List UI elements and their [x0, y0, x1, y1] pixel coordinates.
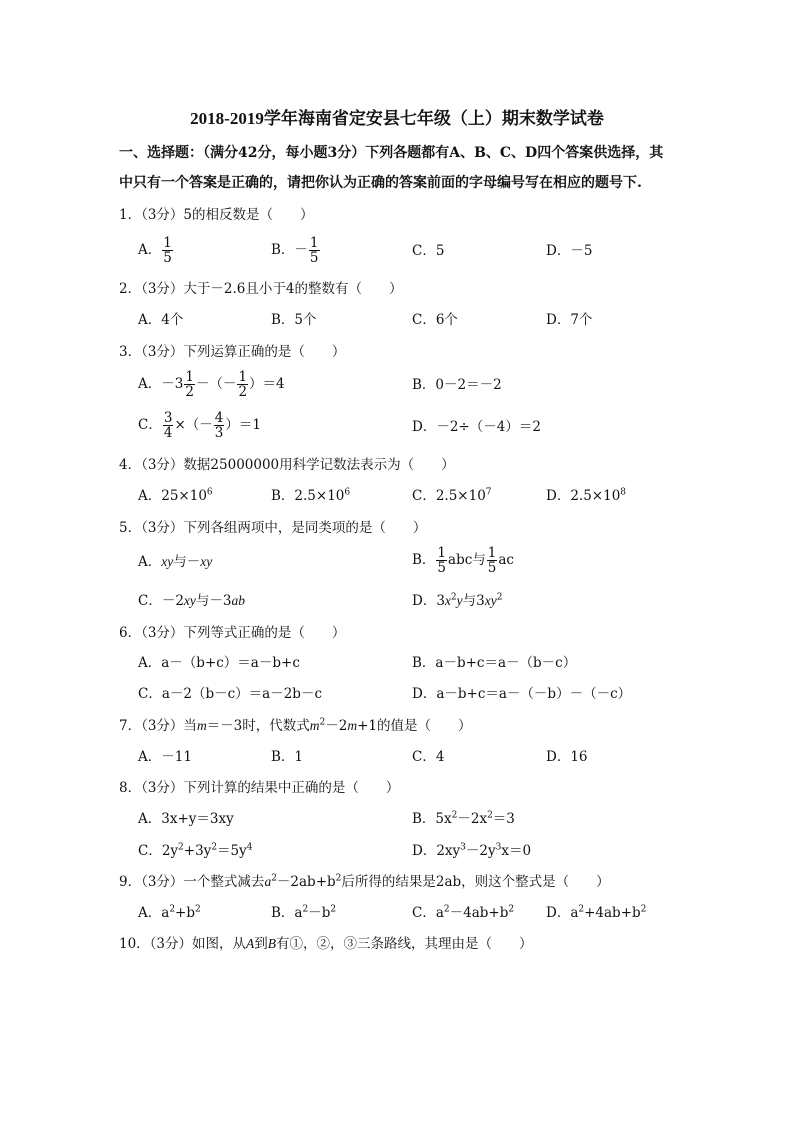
option-c	[138, 842, 253, 860]
question-stem: 5．（3分）下列各组两项中，是同类项的是（ ）	[119, 520, 427, 536]
text: 9．（3分）一个整式减去	[119, 874, 265, 890]
text: C．2.5×10	[412, 488, 486, 504]
option-d: D．－2÷（－4）＝2	[412, 419, 541, 435]
math-var: x	[444, 593, 451, 608]
text: ＝－3时，代数式	[206, 718, 310, 734]
option-a	[138, 904, 201, 922]
fraction	[237, 370, 248, 399]
text: A．a	[138, 905, 170, 921]
denominator: 2	[238, 384, 248, 400]
text: 与3	[462, 593, 485, 609]
fraction	[309, 236, 320, 265]
text: C．－2	[138, 593, 184, 609]
text: －2ab+b	[276, 874, 336, 890]
denominator: 5	[437, 560, 447, 576]
option-b	[271, 487, 350, 505]
numerator: 1	[309, 235, 319, 251]
page-title: 2018-2019学年海南省定安县七年级（上）期末数学试卷	[190, 109, 604, 128]
exponent: 2	[271, 873, 277, 884]
math-var: xy	[484, 593, 497, 608]
text: A．	[138, 554, 162, 570]
text: 7．（3分）当	[119, 718, 197, 734]
text: D．2.5×10	[546, 488, 621, 504]
text: D．a	[546, 905, 579, 921]
option-d: D．16	[546, 749, 588, 765]
numerator: 1	[487, 545, 497, 561]
math-var: y	[456, 593, 463, 608]
option-d	[412, 592, 502, 610]
text: +b	[175, 905, 196, 921]
option-a	[138, 487, 213, 505]
exponent: 2	[335, 873, 342, 884]
numerator: 1	[437, 545, 447, 561]
option-b	[412, 546, 514, 575]
denominator: 2	[185, 384, 194, 400]
question-stem: 2．（3分）大于－2.6且小于4的整数有（ ）	[119, 281, 403, 297]
option-label: A．	[138, 242, 162, 258]
option-a: A．4个	[138, 312, 184, 328]
option-d: D．a－b+c＝a－（－b）－（－c）	[412, 686, 632, 702]
numerator: 1	[238, 369, 248, 385]
option-a	[138, 370, 285, 399]
math-var: B	[267, 936, 277, 951]
option-a: A．－11	[138, 749, 192, 765]
math-var: xy	[161, 554, 174, 569]
option-c: C．4	[412, 749, 445, 765]
text: B．2.5×10	[271, 488, 345, 504]
option-b	[271, 904, 336, 922]
exponent: 2	[211, 842, 218, 853]
section-line-1: 一、选择题：（满分42分，每小题3分）下列各题都有A、B、C、D四个答案供选择，其	[119, 145, 664, 161]
text: +1的值是（ ）	[357, 718, 472, 734]
exponent: 3	[460, 842, 466, 853]
text: 后所得的结果是2ab，则这个整式是（ ）	[341, 874, 610, 890]
exponent: 6	[344, 487, 351, 498]
exponent: 8	[620, 487, 627, 498]
question-stem: 3．（3分）下列运算正确的是（ ）	[119, 344, 346, 360]
text: ＝3	[492, 811, 515, 827]
denominator: 5	[309, 250, 319, 266]
option-a: A．a－（b+c）＝a－b+c	[138, 655, 300, 671]
option-c	[138, 592, 245, 610]
option-b: B．1	[271, 749, 304, 765]
fraction	[162, 236, 173, 265]
question-stem	[119, 717, 472, 735]
question-stem: 6．（3分）下列等式正确的是（ ）	[119, 625, 346, 641]
math-var: ab	[231, 593, 245, 608]
option-a	[138, 236, 174, 265]
option-d	[546, 487, 626, 505]
option-a	[138, 553, 212, 571]
text: 有①，②，③三条路线，其理由是（ ）	[276, 936, 533, 952]
exponent: 2	[443, 904, 450, 915]
option-c: C．a－2（b－c）＝a－2b－c	[138, 686, 323, 702]
text: B．5x	[412, 811, 452, 827]
exponent: 2	[451, 810, 458, 821]
math-var: a	[264, 874, 272, 889]
question-stem: 4．（3分）数据25000000用科学记数法表示为（ ）	[119, 457, 455, 473]
fraction	[184, 370, 195, 399]
numerator: 1	[163, 235, 172, 251]
option-b	[271, 236, 321, 265]
math-var: m	[309, 718, 320, 733]
text: D．3	[412, 593, 445, 609]
exponent: 3	[495, 842, 502, 853]
option-d	[412, 842, 531, 860]
text: A．25×10	[138, 488, 207, 504]
option-b	[412, 810, 515, 828]
exponent: 7	[485, 487, 492, 498]
option-d: D．7个	[546, 312, 593, 328]
text: ）＝1	[225, 417, 261, 433]
text: ×（－	[174, 417, 213, 433]
question-stem: 1．（3分）5的相反数是（ ）	[119, 207, 314, 223]
text: C．a	[412, 905, 444, 921]
numerator: 3	[163, 410, 173, 426]
text: +3y	[183, 843, 212, 859]
option-c: C．5	[412, 243, 445, 259]
option-a: A．3x+y＝3xy	[138, 811, 234, 827]
option-c: C．6个	[412, 312, 458, 328]
option-c	[138, 411, 261, 440]
question-stem	[119, 935, 533, 953]
math-var: xy	[200, 554, 213, 569]
text: B．a	[271, 905, 303, 921]
exponent: 2	[578, 904, 585, 915]
exponent: 2	[450, 592, 457, 603]
exponent: 4	[246, 842, 253, 853]
option-b: B．a－b+c＝a－（b－c）	[412, 655, 577, 671]
text: x＝0	[501, 843, 532, 859]
exponent: 2	[178, 842, 184, 853]
text: D．2xy	[412, 843, 461, 859]
text: －（－	[195, 376, 237, 392]
numerator: 1	[185, 369, 194, 385]
text: 与－	[173, 554, 201, 570]
text: C．	[138, 417, 162, 433]
text: －2y	[465, 843, 496, 859]
math-var: m	[347, 718, 358, 733]
exponent: 2	[640, 904, 647, 915]
question-stem: 8．（3分）下列计算的结果中正确的是（ ）	[119, 780, 400, 796]
option-c	[412, 487, 492, 505]
exponent: 2	[487, 810, 493, 821]
text: －4ab+b	[449, 905, 509, 921]
option-b: B．0－2＝－2	[412, 377, 502, 393]
exponent: 2	[319, 717, 326, 728]
text: C．2y	[138, 843, 179, 859]
option-c	[412, 904, 514, 922]
exponent: 2	[330, 904, 337, 915]
option-d: D．－5	[546, 243, 593, 259]
text: －2	[325, 718, 348, 734]
option-d	[546, 904, 646, 922]
denominator: 5	[487, 560, 497, 576]
math-var: xy	[183, 593, 196, 608]
fraction	[214, 411, 225, 440]
fraction	[487, 546, 498, 575]
text: －b	[308, 905, 331, 921]
text: ）＝4	[249, 376, 285, 392]
option-label: B．－	[271, 242, 308, 258]
question-stem	[119, 873, 610, 891]
denominator: 3	[214, 425, 224, 441]
math-var: m	[196, 718, 207, 733]
text: 10．（3分）如图，从	[119, 936, 247, 952]
exponent: 2	[302, 904, 309, 915]
exponent: 2	[169, 904, 176, 915]
text: －2x	[457, 811, 488, 827]
exponent: 2	[508, 904, 515, 915]
exponent: 2	[496, 592, 503, 603]
text: ac	[498, 552, 514, 568]
text: 与－3	[195, 593, 232, 609]
fraction	[163, 411, 174, 440]
denominator: 4	[163, 425, 173, 441]
fraction	[436, 546, 447, 575]
exponent: 6	[206, 487, 213, 498]
text: ＝5y	[217, 843, 247, 859]
option-b: B．5个	[271, 312, 317, 328]
math-var: A	[246, 936, 255, 951]
section-line-2: 中只有一个答案是正确的，请把你认为正确的答案前面的字母编号写在相应的题号下.	[119, 175, 642, 191]
text: B．	[412, 552, 436, 568]
text: A．－3	[138, 376, 184, 392]
numerator: 4	[214, 410, 224, 426]
text: +4ab+b	[584, 905, 641, 921]
text: abc与	[448, 552, 486, 568]
exponent: 2	[195, 904, 201, 915]
text: 到	[254, 936, 268, 952]
denominator: 5	[163, 250, 172, 266]
